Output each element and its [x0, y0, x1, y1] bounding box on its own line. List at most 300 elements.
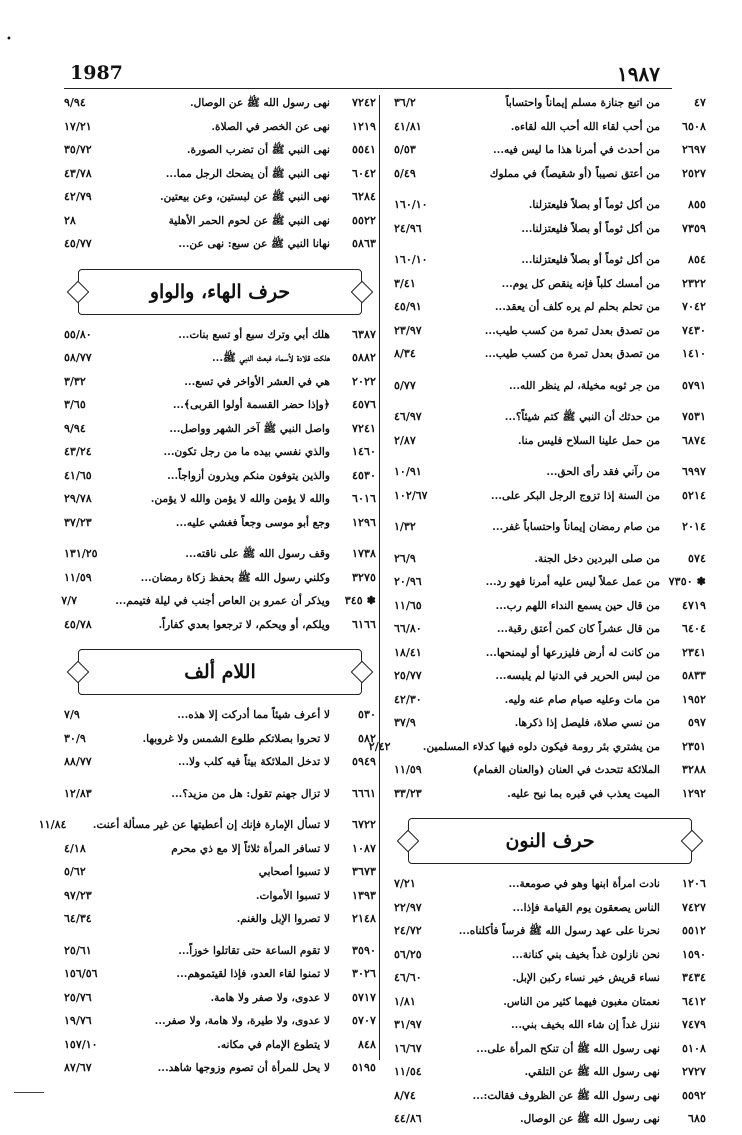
section-heading: حرف الهاء، والواو — [78, 269, 362, 315]
hadith-number: ٥٧١٧ — [351, 989, 376, 1004]
index-entry — [394, 1088, 706, 1112]
hadith-number: ٤٧١٩ — [681, 597, 706, 612]
index-entry — [64, 491, 376, 515]
hadith-incipit: من رآني فقد رأى الحق... — [546, 466, 660, 478]
index-entry — [64, 421, 376, 445]
volume-page-ref: ٢٠/٩٦ — [394, 575, 422, 588]
volume-page-ref: ٢٦/٩ — [394, 551, 416, 565]
page-number-latin: 1987 — [70, 62, 123, 84]
index-entry — [64, 350, 376, 374]
volume-page-ref: ٧/٢١ — [394, 877, 416, 890]
volume-page-ref: ٩/٩٤ — [64, 96, 86, 109]
hadith-incipit: لا عدوى، ولا صفر ولا هامة. — [210, 991, 330, 1004]
hadith-number: ١٤٦٠ — [351, 444, 376, 458]
index-entry — [394, 142, 706, 166]
index-entry — [64, 707, 376, 731]
header-rule — [64, 88, 672, 89]
index-column-right — [368, 95, 706, 1135]
hadith-incipit: لا تصروا الإبل والغنم. — [236, 913, 330, 925]
volume-page-ref: ٤٥/٩١ — [394, 300, 422, 313]
hadith-number: ٥٣٠ — [357, 707, 376, 721]
index-entry — [394, 95, 706, 119]
hadith-incipit: لا تسبوا الأموات. — [255, 889, 330, 902]
volume-page-ref: ٢٨ — [64, 213, 76, 227]
page-number-arabic: ١٩٨٧ — [617, 62, 660, 86]
volume-page-ref: ٤١/٦٥ — [64, 468, 92, 482]
volume-page-ref: ٢/٤٢ — [368, 739, 391, 753]
hadith-number: ٢٣٢٢ — [681, 275, 706, 290]
hadith-number: ٦٠٤٢ — [351, 165, 376, 180]
hadith-incipit: من أمسك كلباً فإنه ينقص كل يوم... — [501, 277, 660, 290]
hadith-incipit: من عمل عملاً ليس عليه أمرنا فهو رد... — [485, 576, 660, 588]
volume-page-ref: ٥٦/٢٥ — [394, 947, 422, 961]
volume-page-ref: ٢٥/٧٦ — [64, 990, 92, 1004]
hadith-incipit: هلك أبي وترك سبع أو تسع بنات... — [178, 328, 330, 341]
index-entry — [38, 817, 376, 841]
hadith-number: ٦٨٧٤ — [681, 432, 706, 447]
hadith-incipit: لا يحل للمرأة أن تصوم وزوجها شاهد... — [157, 1062, 330, 1074]
hadith-incipit: نحرنا على عهد رسول الله ﷺ فرساً فأكلناه... — [458, 925, 660, 937]
volume-page-ref: ٦٤/٣٤ — [64, 912, 92, 925]
volume-page-ref: ٢٩/٧٨ — [64, 492, 92, 505]
volume-page-ref: ١٥٧/١٠ — [64, 1037, 98, 1051]
index-entry — [64, 911, 376, 935]
hadith-incipit: من قال حين يسمع النداء اللهم رب... — [495, 599, 660, 612]
volume-page-ref: ٥/٥٣ — [394, 143, 416, 156]
hadith-incipit: نهى النبي ﷺ أن يضحك الرجل مما... — [165, 167, 330, 180]
index-entry — [394, 876, 706, 900]
hadith-incipit: نهانا النبي ﷺ عن سبع: نهى عن... — [178, 238, 330, 250]
index-entry — [394, 762, 706, 786]
index-entry — [64, 943, 376, 967]
volume-page-ref: ١٧/٢١ — [64, 119, 92, 133]
volume-page-ref: ٩٧/٢٣ — [64, 888, 92, 902]
hadith-incipit: نهى رسول الله ﷺ عن الوصال. — [519, 1113, 660, 1125]
hadith-incipit: من لبس الحرير في الدنيا لم يلبسه... — [495, 670, 660, 682]
hadith-number: ٧٢٤١ — [351, 420, 376, 435]
hadith-incipit: نهى النبي ﷺ أن تضرب الصورة. — [186, 144, 330, 156]
index-entry — [394, 409, 706, 433]
volume-page-ref: ٤٥/٧٧ — [64, 237, 92, 250]
index-entry — [394, 947, 706, 971]
index-entry — [394, 621, 706, 645]
hadith-number: ٢١٤٨ — [351, 911, 376, 925]
volume-page-ref: ٣/٦٥ — [64, 398, 86, 411]
index-entry — [64, 1013, 376, 1037]
volume-page-ref: ١٠/٩١ — [394, 465, 422, 478]
hadith-number: ١٢٠٦ — [681, 876, 706, 890]
index-entry — [394, 378, 706, 402]
hadith-incipit: نهى النبي ﷺ عن لبستين، وعن بيعتين. — [159, 191, 330, 203]
hadith-incipit: الميت يعذب في قبره بما نيح عليه. — [507, 787, 660, 800]
volume-page-ref: ٥/٦٢ — [64, 865, 86, 878]
hadith-number: ٣٦٧٣ — [351, 864, 376, 878]
hadith-incipit: من تصدق بعدل تمرة من كسب طيب... — [484, 324, 660, 337]
hadith-incipit: من أكل ثوماً أو بصلاً فليعتزلنا... — [521, 254, 660, 266]
hadith-number: ٥٥٩٢ — [681, 1087, 706, 1102]
hadith-number: ٢٠٢٢ — [351, 373, 376, 388]
hadith-number: ١٢٩٦ — [351, 514, 376, 529]
volume-page-ref: ٤/١٨ — [64, 841, 86, 855]
index-entry — [64, 731, 376, 755]
hadith-number: ٣٤٣٤ — [681, 970, 706, 984]
index-entry — [394, 715, 706, 739]
volume-page-ref: ٣٧/٩ — [394, 716, 416, 729]
hadith-incipit: نادت امرأة ابنها وهو في صومعة... — [508, 878, 660, 890]
hadith-incipit: من السنة إذا تزوج الرجل البكر على... — [490, 489, 660, 502]
index-entry — [394, 166, 706, 190]
hadith-number: ٦٣٨٧ — [351, 326, 376, 341]
hadith-incipit: من حمل علينا السلاح فليس منا. — [517, 434, 660, 447]
index-entry — [64, 397, 376, 421]
hadith-number: ٥٥٢٢ — [351, 212, 376, 227]
index-entry — [64, 468, 376, 492]
hadith-number: ١٢١٩ — [351, 118, 376, 133]
volume-page-ref: ٤٢/٧٩ — [64, 190, 92, 203]
hadith-number: ٧٣٥٩ — [681, 220, 706, 235]
index-entry — [394, 252, 706, 276]
hadith-number: ٨٥٤ — [687, 252, 706, 266]
hadith-incipit: لا أعرف شيئاً مما أدركت إلا هذه... — [177, 709, 330, 721]
index-entry — [64, 166, 376, 190]
hadith-incipit: من تحلم بحلم لم يره كلف أن يعقد... — [494, 301, 660, 313]
hadith-incipit: نهى رسول الله ﷺ أن تنكح المرأة على... — [476, 1042, 660, 1055]
volume-page-ref: ٤٣/٢٤ — [64, 445, 92, 458]
volume-page-ref: ٥٨/٧٧ — [64, 351, 92, 364]
volume-page-ref: ١/٨١ — [394, 994, 416, 1008]
hadith-incipit: والذي نفسي بيده ما من رجل تكون... — [163, 446, 330, 458]
volume-page-ref: ٩/٩٤ — [64, 421, 86, 435]
hadith-incipit: لا تحروا بصلاتكم طلوع الشمس ولا غروبها. — [142, 732, 330, 745]
hadith-incipit: نهى عن الخصر في الصلاة. — [211, 120, 330, 133]
volume-page-ref: ١١/٥٩ — [394, 763, 422, 776]
hadith-incipit: من كانت له أرض فليزرعها أو ليمنحها... — [485, 646, 660, 659]
hadith-incipit: الناس يصعقون يوم القيامة فإذا... — [512, 901, 660, 914]
index-entry — [394, 900, 706, 924]
hadith-number: ١٣٩٣ — [351, 887, 376, 902]
index-entry — [64, 841, 376, 865]
hadith-incipit: وكلني رسول الله ﷺ بحفظ زكاة رمضان... — [140, 571, 330, 584]
index-entry — [394, 299, 706, 323]
section-heading: اللام ألف — [78, 649, 362, 695]
hadith-number: ٢٥٢٧ — [681, 165, 706, 180]
hadith-number: ١٧٣٨ — [351, 546, 376, 560]
hadith-incipit: نعمتان مغبون فيهما كثير من الناس. — [503, 995, 660, 1008]
index-entry — [394, 668, 706, 692]
volume-page-ref: ٥٥/٨٠ — [64, 327, 92, 341]
spacer — [64, 935, 376, 943]
volume-page-ref: ٤٢/٣٠ — [394, 692, 422, 706]
index-entry — [64, 888, 376, 912]
hadith-incipit: لا تسبوا أصحابي — [258, 866, 330, 878]
volume-page-ref: ٧/٧ — [61, 594, 78, 607]
hadith-number: ٧٥٣١ — [681, 409, 706, 423]
hadith-number: ٦٦٦١ — [351, 785, 376, 800]
hadith-number: ٧٠٤٢ — [681, 299, 706, 313]
index-entry — [394, 786, 706, 810]
index-entry — [394, 692, 706, 716]
volume-page-ref: ٨٨/٧٧ — [64, 755, 92, 768]
hadith-incipit: لا تسافر المرأة ثلاثاً إلا مع ذي محرم — [171, 842, 330, 855]
volume-page-ref: ٥/٧٧ — [394, 378, 416, 392]
hadith-incipit: ﴿وإذا حضر القسمة أولوا القربى﴾... — [172, 399, 330, 411]
hadith-number: ٢٣٥١ — [681, 738, 706, 753]
hadith-number: ١٥٩٠ — [681, 946, 706, 961]
index-entry — [394, 994, 706, 1018]
volume-page-ref: ١١/٥٤ — [394, 1065, 422, 1078]
hadith-number: ٤٥٣٠ — [351, 467, 376, 482]
index-entry — [64, 617, 376, 641]
hadith-incipit: من جر ثوبه مخيلة، لم ينظر الله... — [508, 379, 660, 392]
hadith-incipit: ننزل غداً إن شاء الله بخيف بني... — [510, 1019, 660, 1031]
index-entry — [394, 433, 706, 457]
index-entry — [394, 1064, 706, 1088]
hadith-number: ٦٧٢٢ — [351, 817, 376, 831]
hadith-number: ٥٥١٢ — [681, 923, 706, 937]
hadith-number: ٦٤٠٤ — [681, 621, 706, 635]
volume-page-ref: ٦٦/٨٠ — [394, 622, 422, 635]
index-entry — [64, 189, 376, 213]
hadith-number: ٣٢٨٨ — [681, 762, 706, 776]
volume-page-ref: ٢٤/٧٢ — [394, 924, 422, 937]
index-entry — [61, 593, 376, 617]
hadith-number: ٥٨٢ — [357, 730, 376, 745]
hadith-number: ٧٤٣٠ — [681, 322, 706, 337]
margin-mark: • — [6, 34, 12, 45]
volume-page-ref: ١٣١/٢٥ — [64, 547, 98, 560]
index-entry — [64, 864, 376, 888]
hadith-incipit: الملائكة تتحدث في العنان (والعنان الغمام) — [472, 764, 660, 776]
hadith-number: ٦٩٩٧ — [681, 464, 706, 478]
hadith-incipit: نهى النبي ﷺ عن لحوم الحمر الأهلية — [168, 214, 330, 227]
hadith-number: ٦٨٥ — [687, 1111, 706, 1125]
index-entry — [64, 966, 376, 990]
volume-page-ref: ٨/٣٤ — [394, 347, 416, 360]
footer-rule — [14, 1092, 44, 1093]
spacer — [394, 244, 706, 252]
hadith-number: ٥١٠٨ — [681, 1040, 706, 1055]
hadith-incipit: نهى رسول الله ﷺ عن الظروف فقالت:... — [472, 1089, 660, 1102]
hadith-number: ٥٥٤١ — [351, 142, 376, 156]
volume-page-ref: ٤٦/٦٠ — [394, 971, 422, 984]
hadith-incipit: واصل النبي ﷺ آخر الشهر وواصل... — [169, 422, 330, 435]
volume-page-ref: ٨٧/٦٧ — [64, 1061, 92, 1074]
hadith-number: ٥٨٨٢ — [351, 350, 376, 364]
volume-page-ref: ١١/٦٥ — [394, 598, 422, 612]
volume-page-ref: ٢٤/٩٦ — [394, 221, 422, 235]
hadith-incipit: نساء قريش خير نساء ركبن الإبل. — [512, 972, 660, 984]
index-entry — [394, 488, 706, 512]
volume-page-ref: ١٦٠/١٠ — [394, 198, 428, 211]
hadith-incipit: ويلكم، أو ويحكم، لا ترجعوا بعدي كفاراً. — [158, 618, 330, 631]
hadith-number: ٦٥٠٨ — [681, 118, 706, 133]
index-entry — [64, 213, 376, 237]
volume-page-ref: ١/٣٢ — [394, 520, 416, 533]
volume-page-ref: ٤٤/٨٦ — [394, 1112, 422, 1125]
index-entry — [394, 598, 706, 622]
volume-page-ref: ١٠٢/٦٧ — [394, 488, 428, 502]
volume-page-ref: ٣١/٩٧ — [394, 1018, 422, 1031]
volume-page-ref: ١٦/٦٧ — [394, 1041, 422, 1055]
hadith-number: ١٠٨٧ — [351, 840, 376, 855]
index-entry — [368, 738, 706, 763]
volume-page-ref: ١٩/٧٦ — [64, 1014, 92, 1027]
index-entry — [64, 754, 376, 778]
spacer — [64, 778, 376, 786]
hadith-incipit: وقف رسول الله ﷺ على ناقته... — [185, 548, 330, 560]
spacer — [394, 511, 706, 519]
hadith-incipit: نهى رسول الله ﷺ عن التلقي. — [524, 1066, 660, 1078]
volume-page-ref: ٧/٩ — [64, 708, 80, 721]
hadith-incipit: من أحب لقاء الله أحب الله لقاءه. — [510, 120, 660, 133]
hadith-incipit: لا يتطوع الإمام في مكانه. — [217, 1038, 330, 1051]
index-entry — [64, 1060, 376, 1084]
hadith-incipit: والذين يتوفون منكم ويذرون أزواجاً... — [167, 469, 330, 482]
hadith-number: ٥٧٩١ — [681, 377, 706, 392]
index-entry — [64, 444, 376, 468]
hadith-number: ١٤١٠ — [681, 346, 706, 360]
index-entry — [394, 197, 706, 221]
hadith-number: ٢٧٢٧ — [681, 1064, 706, 1078]
hadith-number: ✽ ٧٣٥٠ — [668, 574, 706, 588]
index-column-left — [38, 95, 376, 1084]
spacer — [394, 456, 706, 464]
hadith-incipit: هلكت قلادة لأسماء فبعث النبي ﷺ... — [211, 352, 330, 364]
volume-page-ref: ٤٣/٧٨ — [64, 166, 92, 180]
volume-page-ref: ٤٥/٧٨ — [64, 617, 92, 631]
volume-page-ref: ١٨/٤١ — [394, 645, 422, 659]
volume-page-ref: ٣٦/٢ — [394, 96, 416, 109]
hadith-number: ٦٢٨٤ — [351, 189, 376, 203]
hadith-incipit: من أكل ثوماً أو بصلاً فليعتزلنا... — [521, 222, 660, 235]
spacer — [64, 538, 376, 546]
index-entry — [64, 990, 376, 1014]
hadith-incipit: من يشتري بئر رومة فيكون دلوه فيها كدلاء المسلمين. — [422, 740, 660, 753]
hadith-incipit: نحن نازلون غداً بخيف بني كنانة... — [511, 948, 660, 961]
hadith-number: ٥٧٠٧ — [351, 1013, 376, 1027]
index-entry — [394, 464, 706, 488]
hadith-number: ٥٢١٤ — [681, 487, 706, 502]
hadith-number: ٧٢٤٢ — [351, 95, 376, 109]
hadith-number: ٥٨٦٣ — [351, 236, 376, 250]
volume-page-ref: ٢٣/٩٧ — [394, 323, 422, 337]
index-entry — [394, 323, 706, 347]
hadith-incipit: من تصدق بعدل تمرة من كسب طيب... — [484, 348, 660, 360]
volume-page-ref: ٣٠/٩ — [64, 731, 86, 745]
index-entry — [64, 546, 376, 570]
index-entry — [394, 1111, 706, 1135]
hadith-number: ٦٠١٦ — [351, 491, 376, 505]
volume-page-ref: ١١/٥٩ — [64, 570, 92, 584]
section-heading: حرف النون — [408, 818, 692, 864]
hadith-incipit: ويذكر أن عمرو بن العاص أجنب في ليلة فتيمم... — [115, 595, 330, 607]
index-entry — [394, 519, 706, 543]
hadith-number: ٥٨٣٣ — [681, 668, 706, 682]
volume-page-ref: ١٢/٨٣ — [64, 786, 92, 800]
hadith-incipit: من قال عشراً كان كمن أعتق رقبة... — [496, 623, 660, 635]
volume-page-ref: ٢٢/٩٧ — [394, 900, 422, 914]
index-entry — [64, 236, 376, 260]
index-entry — [394, 346, 706, 370]
hadith-number: ✽ ٣٤٥ — [344, 593, 376, 607]
index-entry — [394, 645, 706, 669]
hadith-number: ٥٧٤ — [687, 550, 706, 565]
index-entry — [394, 970, 706, 994]
hadith-incipit: لا عدوى، ولا طيرة، ولا هامة، ولا صفر... — [154, 1015, 330, 1027]
index-entry — [394, 1017, 706, 1041]
hadith-incipit: نهى رسول الله ﷺ عن الوصال. — [189, 97, 330, 109]
column-divider — [379, 95, 380, 1060]
hadith-incipit: لا تسأل الإمارة فإنك إن أعطيتها عن غير مسألة أعنت. — [92, 819, 330, 831]
index-entry — [64, 327, 376, 351]
hadith-number: ٨٤٨ — [357, 1036, 376, 1051]
hadith-number: ٣٢٧٥ — [351, 569, 376, 584]
hadith-number: ٥٩٤٩ — [351, 754, 376, 768]
volume-page-ref: ١٥٦/٥٦ — [64, 967, 98, 980]
hadith-incipit: هي في العشر الأواخر في تسع... — [184, 375, 330, 388]
hadith-number: ٥١٩٥ — [351, 1060, 376, 1074]
index-entry — [394, 119, 706, 143]
hadith-incipit: من أعتق نصيباً (أو شقيصاً) في مملوك — [489, 167, 660, 180]
hadith-number: ٤٧ — [693, 95, 706, 109]
hadith-incipit: لا تمنوا لقاء العدو، فإذا لقيتموهم... — [176, 968, 330, 980]
volume-page-ref: ٣٥/٧٢ — [64, 143, 92, 156]
spacer — [64, 809, 376, 817]
hadith-number: ٨٥٥ — [687, 197, 706, 211]
hadith-incipit: والله لا يؤمن والله لا يؤمن والله لا يؤمن. — [150, 493, 330, 505]
hadith-number: ٦٤١٢ — [681, 993, 706, 1008]
hadith-incipit: من صام رمضان إيماناً واحتساباً غفر... — [492, 521, 660, 533]
index-entry — [64, 374, 376, 398]
hadith-incipit: من أكل ثوماً أو بصلاً فليعتزلنا. — [528, 199, 660, 211]
index-entry — [64, 1037, 376, 1061]
hadith-incipit: من نسي صلاة، فليصل إذا ذكرها. — [514, 717, 660, 729]
index-entry — [64, 119, 376, 143]
index-entry — [394, 551, 706, 575]
volume-page-ref: ٨/٧٤ — [394, 1088, 416, 1102]
volume-page-ref: ٥/٤٩ — [394, 166, 416, 180]
index-entry — [64, 515, 376, 539]
index-entry — [394, 221, 706, 245]
spacer — [394, 370, 706, 378]
hadith-number: ٧٤٧٩ — [681, 1017, 706, 1031]
hadith-number: ٤٥٧٦ — [351, 397, 376, 411]
volume-page-ref: ٣٣/٢٣ — [394, 786, 422, 800]
spacer — [394, 401, 706, 409]
index-entry — [394, 574, 706, 598]
volume-page-ref: ١١/٨٤ — [38, 818, 67, 831]
hadith-number: ٦١٦٦ — [351, 616, 376, 631]
index-entry — [64, 786, 376, 810]
hadith-incipit: من أحدث في أمرنا هذا ما ليس فيه... — [492, 144, 660, 156]
volume-page-ref: ٣٧/٢٣ — [64, 515, 92, 529]
volume-page-ref: ٢٥/٧٧ — [394, 669, 422, 682]
hadith-incipit: من مات وعليه صيام صام عنه وليه. — [504, 693, 660, 706]
volume-page-ref: ١٦٠/١٠ — [394, 253, 428, 266]
hadith-number: ١٩٥٢ — [681, 691, 706, 706]
volume-page-ref: ٣/٤١ — [394, 276, 416, 290]
spacer — [394, 189, 706, 197]
hadith-incipit: لا تدخل الملائكة بيتاً فيه كلب ولا... — [177, 756, 330, 768]
hadith-incipit: من حدثك أن النبي ﷺ كتم شيئاً؟... — [504, 411, 660, 423]
hadith-number: ٣٥٩٠ — [351, 942, 376, 957]
hadith-number: ١٢٩٢ — [681, 785, 706, 800]
hadith-incipit: لا تقوم الساعة حتى تقاتلوا خوزاً... — [178, 944, 330, 957]
index-entry — [64, 95, 376, 119]
hadith-number: ٥٩٧ — [687, 715, 706, 729]
hadith-number: ٢٠١٤ — [681, 519, 706, 533]
volume-page-ref: ٤٦/٩٧ — [394, 410, 422, 423]
